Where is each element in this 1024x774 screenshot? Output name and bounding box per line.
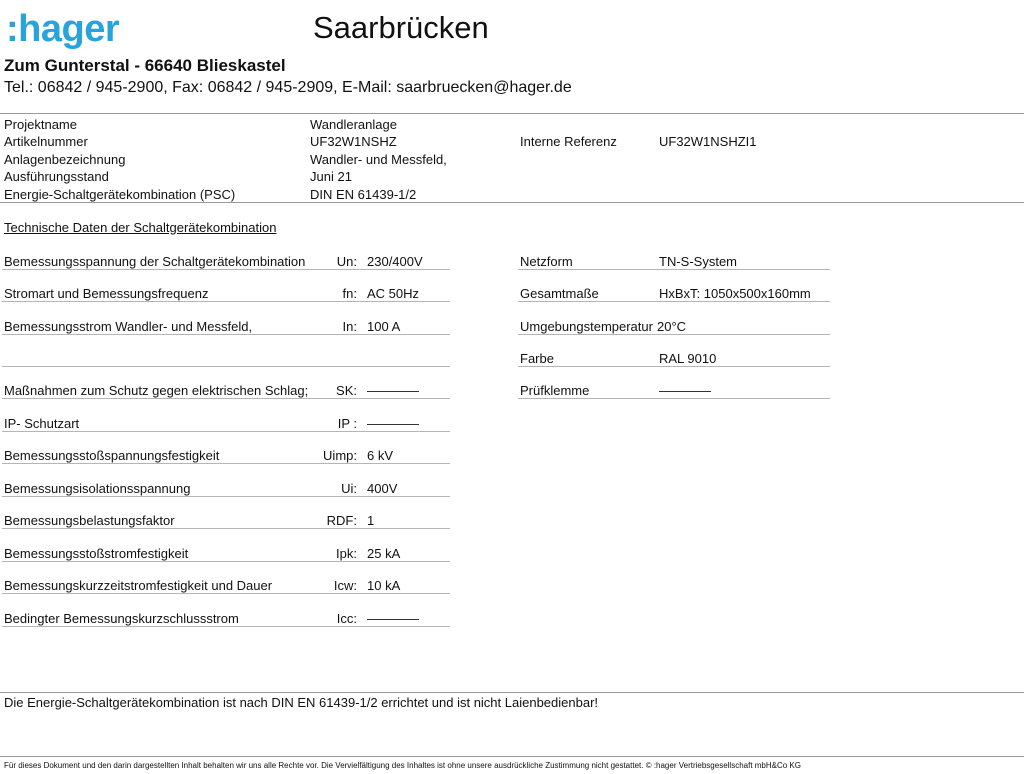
safety-notice: Die Energie-Schaltgerätekombination ist nach DIN EN 61439-1/2 errichtet und ist nicht Laienbedienbar! [4,695,599,710]
notice-divider [0,692,1024,693]
tech-row-symbol: Uimp: [323,448,357,463]
tech-row-label: Bemessungskurzzeitstromfestigkeit und Dauer [4,578,273,593]
psc-label: Energie-Schaltgerätekombination (PSC) [4,187,236,202]
tech-right-rule [518,398,830,399]
tech-right-rule [518,366,830,367]
tech-row-label: Bemessungsstoßspannungsfestigkeit [4,448,220,463]
tech-data-title: Technische Daten der Schaltgerätekombination [4,220,277,235]
article-number-label: Artikelnummer [4,134,88,149]
tech-right-label: Gesamtmaße [520,286,599,301]
tech-right-value: TN-S-System [659,254,737,269]
hager-logo: :hager [6,8,120,50]
tech-row-label: Stromart und Bemessungsfrequenz [4,286,209,301]
footer-divider [0,756,1024,757]
tech-right-rule [518,269,830,270]
city-title: Saarbrücken [313,10,489,45]
tech-row-value: ———— [367,383,419,398]
tech-row-label: Bemessungsspannung der Schaltgerätekombination [4,254,306,269]
tech-row-value: 100 A [367,319,401,334]
tech-row-rule [2,463,450,464]
project-name-label: Projektname [4,117,77,132]
tech-row-label: Bedingter Bemessungskurzschlussstrom [4,611,239,626]
tech-right-label: Farbe [520,351,554,366]
tech-row-value: 400V [367,481,398,496]
tech-right-value: ———— [659,383,711,398]
tech-row-label: IP- Schutzart [4,416,80,431]
tech-row-value: ———— [367,416,419,431]
tech-right-value: RAL 9010 [659,351,717,366]
article-number-value: UF32W1NSHZ [310,134,397,149]
revision-value: Juni 21 [310,169,352,184]
internal-reference-label: Interne Referenz [520,134,617,149]
tech-right-value: 20°C [657,319,687,334]
tech-right-rule [518,334,830,335]
tech-row-label: Bemessungsstoßstromfestigkeit [4,546,189,561]
tech-row-rule [2,334,450,335]
header-divider [0,113,1024,114]
project-divider [0,202,1024,203]
tech-row-symbol: Icc: [336,611,357,626]
tech-row-label: Bemessungsisolationsspannung [4,481,191,496]
tech-row-symbol: Ipk: [336,546,357,561]
tech-row-rule [2,561,450,562]
company-address: Zum Gunterstal - 66640 Blieskastel [4,56,286,75]
tech-row-rule [2,366,450,367]
copyright-footer: Für dieses Dokument und den darin dargestellten Inhalt behalten wir uns alle Rechte vor. Die Vervielfältigung des Inhaltes ist ohne unsere ausdrückliche Zustimmung nicht gestattet. © :hager Vertriebsgesellschaft mbH&Co KG [4,761,801,770]
tech-row-rule [2,593,450,594]
tech-row-rule [2,496,450,497]
tech-row-value: 230/400V [367,254,423,269]
tech-row-symbol: Ui: [341,481,357,496]
tech-row-value: 1 [367,513,375,528]
tech-row-label: Maßnahmen zum Schutz gegen elektrischen Schlag; [4,383,309,398]
tech-row-value: AC 50Hz [367,286,420,301]
tech-row-symbol: SK: [336,383,357,398]
tech-row-value: 6 kV [367,448,394,463]
system-designation-value: Wandler- und Messfeld, [310,152,447,167]
tech-right-label: Umgebungstemperatur [520,319,653,334]
tech-row-symbol: In: [342,319,357,334]
company-contact: Tel.: 06842 / 945-2900, Fax: 06842 / 945-2909, E-Mail: saarbruecken@hager.de [4,79,572,96]
tech-row-symbol: Un: [336,254,357,269]
tech-right-rule [518,301,830,302]
tech-row-value: ———— [367,611,419,626]
tech-row-rule [2,269,450,270]
tech-row-rule [2,626,450,627]
revision-label: Ausführungsstand [4,169,109,184]
tech-row-rule [2,301,450,302]
tech-right-label: Prüfklemme [520,383,590,398]
tech-row-rule [2,528,450,529]
tech-right-label: Netzform [520,254,573,269]
tech-row-symbol: Icw: [333,578,357,593]
tech-row-symbol: IP : [337,416,357,431]
tech-row-symbol: fn: [342,286,357,301]
psc-value: DIN EN 61439-1/2 [310,187,417,202]
tech-row-label: Bemessungsbelastungsfaktor [4,513,175,528]
tech-row-value: 10 kA [367,578,401,593]
internal-reference-value: UF32W1NSHZI1 [659,134,757,149]
tech-row-value: 25 kA [367,546,401,561]
tech-row-symbol: RDF: [326,513,357,528]
system-designation-label: Anlagenbezeichnung [4,152,126,167]
tech-row-rule [2,398,450,399]
tech-row-label: Bemessungsstrom Wandler- und Messfeld, [4,319,253,334]
tech-right-value: HxBxT: 1050x500x160mm [659,286,811,301]
tech-row-rule [2,431,450,432]
project-name-value: Wandleranlage [310,117,397,132]
